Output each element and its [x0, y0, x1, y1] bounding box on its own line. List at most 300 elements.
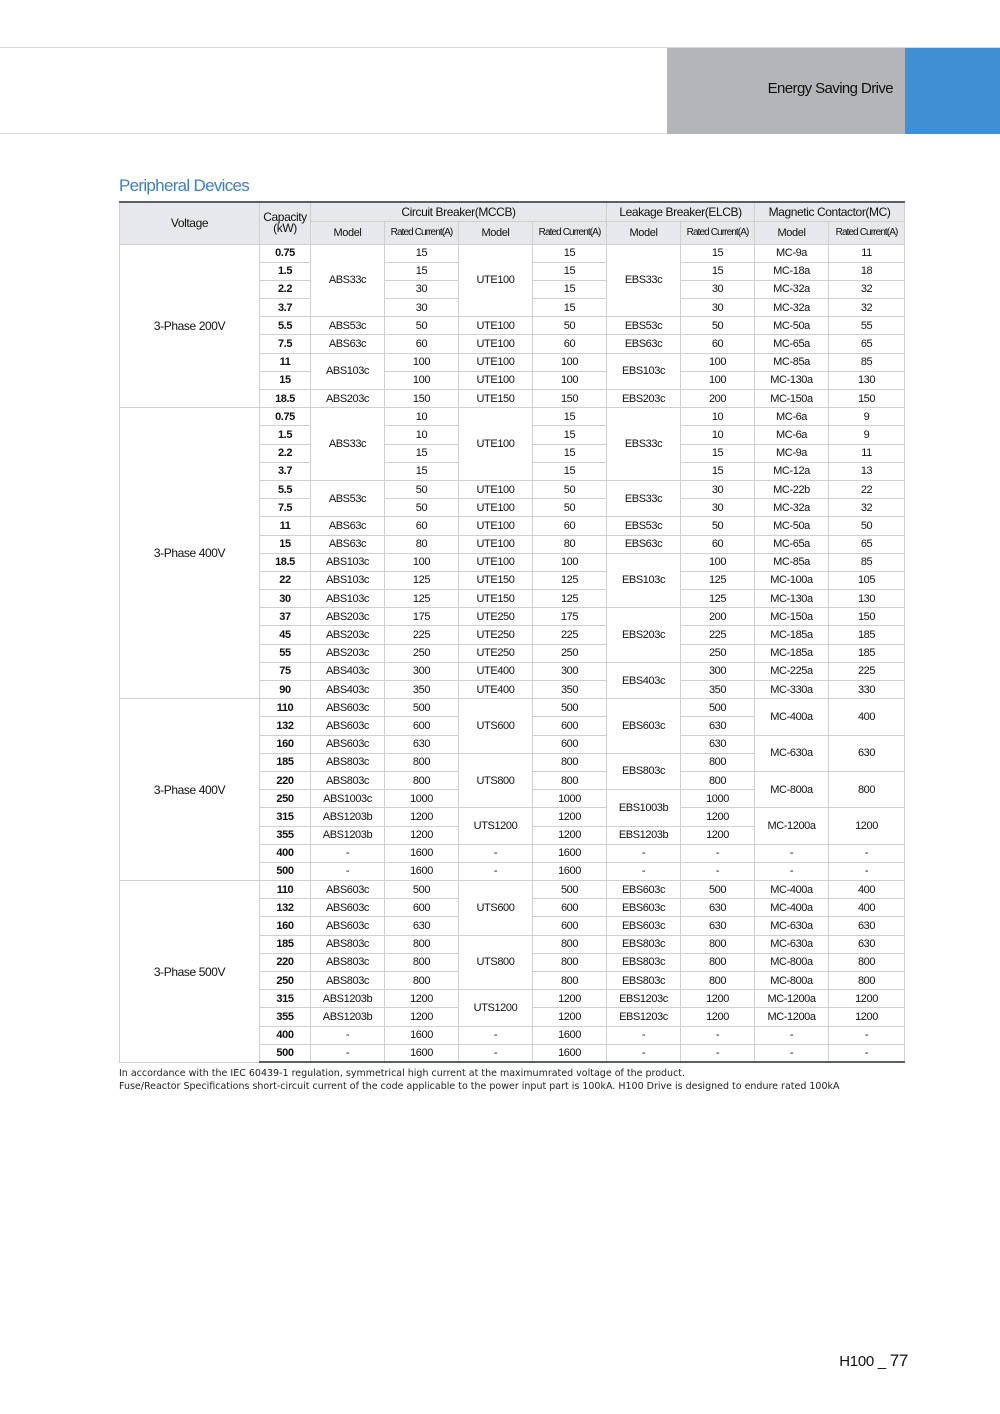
capacity-cell: 400 [260, 844, 311, 862]
mccb-rated-current-cell: 50 [385, 480, 459, 498]
voltage-group-cell: 3-Phase 200V [120, 244, 260, 408]
elcb-model-cell: - [607, 844, 681, 862]
mc-rated-current-cell: 105 [829, 571, 905, 589]
mccb-model-cell: ABS603c [311, 735, 385, 753]
elcb-rated-current-cell: 1000 [681, 790, 755, 808]
table-row [120, 244, 905, 262]
mc-model-cell: MC-150a [755, 608, 829, 626]
mccb-rated-current-cell: 1200 [385, 826, 459, 844]
mccb-rated-current-cell: 1600 [385, 1044, 459, 1062]
mc-model-cell: MC-1200a [755, 1008, 829, 1026]
table-body [120, 244, 905, 1062]
mc-rated-current-cell: 800 [829, 953, 905, 971]
capacity-cell: 185 [260, 753, 311, 771]
elcb-rated-current-cell: 1200 [681, 1008, 755, 1026]
note-line: In accordance with the IEC 60439-1 regulation, symmetrical high current at the maximumrated voltage of the product. [119, 1068, 686, 1079]
capacity-cell: 75 [260, 662, 311, 680]
mccb-model-cell: ABS803c [311, 935, 385, 953]
mccb-rated-current-2-cell: 600 [533, 717, 607, 735]
elcb-rated-current-cell: 200 [681, 608, 755, 626]
mccb-model-cell: ABS63c [311, 517, 385, 535]
mccb-model-cell: ABS803c [311, 972, 385, 990]
elcb-model-cell: EBS63c [607, 535, 681, 553]
capacity-cell: 1.5 [260, 262, 311, 280]
mccb-rated-current-2-cell: 1200 [533, 990, 607, 1008]
mc-model-cell: MC-1200a [755, 808, 829, 844]
elcb-model-cell: EBS33c [607, 480, 681, 516]
mccb-model-2-cell: UTE250 [459, 644, 533, 662]
elcb-rated-current-cell: 1200 [681, 808, 755, 826]
mccb-rated-current-cell: 1000 [385, 790, 459, 808]
mccb-model-cell: ABS603c [311, 899, 385, 917]
mccb-model-2-cell: UTE100 [459, 335, 533, 353]
mccb-rated-current-cell: 30 [385, 299, 459, 317]
table-header-row [120, 202, 905, 221]
mc-model-cell: MC-100a [755, 571, 829, 589]
mccb-model-2-cell: UTE250 [459, 626, 533, 644]
mccb-model-cell: ABS103c [311, 353, 385, 389]
mc-rated-current-cell: - [829, 844, 905, 862]
mc-model-cell: MC-6a [755, 408, 829, 426]
capacity-cell: 30 [260, 590, 311, 608]
mccb-rated-current-cell: 15 [385, 262, 459, 280]
mc-rated-current-cell: 85 [829, 353, 905, 371]
elcb-rated-current-cell: 100 [681, 371, 755, 389]
mccb-model-2-cell: UTS600 [459, 881, 533, 936]
mccb-model-2-cell: UTE100 [459, 517, 533, 535]
elcb-model-cell: EBS1203c [607, 990, 681, 1008]
elcb-rated-current-cell: 300 [681, 662, 755, 680]
mccb-rated-current-2-cell: 100 [533, 371, 607, 389]
mccb-model-2-cell: UTE100 [459, 244, 533, 317]
mccb-model-cell: ABS803c [311, 771, 385, 789]
mc-model-cell: MC-400a [755, 881, 829, 899]
elcb-rated-current-cell: - [681, 862, 755, 880]
mccb-rated-current-2-cell: 15 [533, 462, 607, 480]
elcb-model-cell: EBS603c [607, 699, 681, 754]
mccb-rated-current-cell: 10 [385, 426, 459, 444]
mc-rated-current-cell: 800 [829, 771, 905, 807]
elcb-model-cell: EBS53c [607, 317, 681, 335]
mc-model-cell: MC-32a [755, 299, 829, 317]
mccb-model-cell: ABS803c [311, 953, 385, 971]
mc-rated-current-cell: 185 [829, 626, 905, 644]
mccb-model-2-cell: UTE100 [459, 499, 533, 517]
mccb-model-cell: - [311, 844, 385, 862]
elcb-rated-current-cell: 125 [681, 571, 755, 589]
mc-rated-current-cell: 13 [829, 462, 905, 480]
header-mccb-rated-current-2: Rated Current(A) [533, 221, 607, 244]
mccb-model-2-cell: UTE150 [459, 390, 533, 408]
mc-rated-current-cell: 18 [829, 262, 905, 280]
capacity-cell: 3.7 [260, 299, 311, 317]
mccb-rated-current-cell: 630 [385, 917, 459, 935]
capacity-cell: 110 [260, 881, 311, 899]
elcb-model-cell: EBS803c [607, 935, 681, 953]
mccb-rated-current-2-cell: 80 [533, 535, 607, 553]
elcb-rated-current-cell: - [681, 1044, 755, 1062]
mc-rated-current-cell: 50 [829, 517, 905, 535]
mccb-rated-current-2-cell: 15 [533, 299, 607, 317]
capacity-cell: 2.2 [260, 280, 311, 298]
mccb-rated-current-2-cell: 500 [533, 699, 607, 717]
capacity-cell: 315 [260, 808, 311, 826]
elcb-model-cell: EBS203c [607, 390, 681, 408]
mccb-model-cell: ABS203c [311, 644, 385, 662]
mccb-rated-current-2-cell: 50 [533, 499, 607, 517]
mccb-rated-current-2-cell: 125 [533, 571, 607, 589]
mc-rated-current-cell: 1200 [829, 1008, 905, 1026]
mccb-rated-current-2-cell: 15 [533, 262, 607, 280]
capacity-cell: 220 [260, 771, 311, 789]
mccb-rated-current-2-cell: 150 [533, 390, 607, 408]
mccb-model-2-cell: UTE100 [459, 480, 533, 498]
elcb-model-cell: - [607, 1044, 681, 1062]
mc-rated-current-cell: 32 [829, 280, 905, 298]
elcb-rated-current-cell: 350 [681, 681, 755, 699]
capacity-cell: 18.5 [260, 390, 311, 408]
mc-rated-current-cell: 630 [829, 735, 905, 771]
mccb-model-cell: ABS603c [311, 699, 385, 717]
header-bottom-rule [0, 133, 667, 134]
elcb-model-cell: EBS603c [607, 881, 681, 899]
capacity-cell: 15 [260, 535, 311, 553]
mccb-model-cell: ABS1203b [311, 990, 385, 1008]
elcb-model-cell: EBS103c [607, 553, 681, 608]
note-line: Fuse/Reactor Specifications short-circuit current of the code applicable to the power input part is 100kA. H100 Drive is designed to endure rated 100kA [119, 1081, 840, 1092]
mccb-model-2-cell: UTE400 [459, 662, 533, 680]
capacity-cell: 11 [260, 353, 311, 371]
elcb-rated-current-cell: 15 [681, 444, 755, 462]
capacity-cell: 55 [260, 644, 311, 662]
capacity-cell: 132 [260, 899, 311, 917]
capacity-cell: 500 [260, 862, 311, 880]
elcb-rated-current-cell: 630 [681, 899, 755, 917]
elcb-rated-current-cell: 1200 [681, 990, 755, 1008]
mccb-rated-current-cell: 60 [385, 335, 459, 353]
capacity-cell: 3.7 [260, 462, 311, 480]
mc-model-cell: MC-32a [755, 499, 829, 517]
mccb-rated-current-2-cell: 100 [533, 553, 607, 571]
capacity-cell: 37 [260, 608, 311, 626]
voltage-group-cell: 3-Phase 400V [120, 408, 260, 699]
elcb-model-cell: EBS803c [607, 753, 681, 789]
elcb-rated-current-cell: 30 [681, 280, 755, 298]
mccb-rated-current-cell: 800 [385, 972, 459, 990]
mccb-model-cell: ABS53c [311, 480, 385, 516]
mc-model-cell: MC-85a [755, 353, 829, 371]
mc-rated-current-cell: 330 [829, 681, 905, 699]
elcb-rated-current-cell: 800 [681, 972, 755, 990]
elcb-model-cell: EBS1203b [607, 826, 681, 844]
header-mccb-model: Model [311, 221, 385, 244]
mc-rated-current-cell: 400 [829, 881, 905, 899]
capacity-cell: 400 [260, 1026, 311, 1044]
elcb-rated-current-cell: 800 [681, 753, 755, 771]
mc-rated-current-cell: 9 [829, 426, 905, 444]
mccb-model-cell: - [311, 1044, 385, 1062]
mccb-model-cell: ABS203c [311, 626, 385, 644]
mccb-rated-current-cell: 800 [385, 953, 459, 971]
mccb-model-2-cell: UTE100 [459, 535, 533, 553]
mccb-model-cell: ABS603c [311, 917, 385, 935]
mccb-rated-current-2-cell: 1600 [533, 1044, 607, 1062]
mccb-rated-current-2-cell: 500 [533, 881, 607, 899]
mccb-model-cell: ABS403c [311, 681, 385, 699]
mc-rated-current-cell: 32 [829, 499, 905, 517]
mccb-rated-current-cell: 1600 [385, 1026, 459, 1044]
elcb-rated-current-cell: - [681, 1026, 755, 1044]
mccb-rated-current-2-cell: 1200 [533, 808, 607, 826]
elcb-rated-current-cell: 50 [681, 517, 755, 535]
mccb-rated-current-2-cell: 600 [533, 735, 607, 753]
mccb-model-cell: ABS1203b [311, 1008, 385, 1026]
mc-model-cell: - [755, 1026, 829, 1044]
mc-model-cell: MC-85a [755, 553, 829, 571]
header-mc-rated-current: Rated Current(A) [829, 221, 905, 244]
capacity-cell: 7.5 [260, 499, 311, 517]
mccb-rated-current-2-cell: 800 [533, 753, 607, 771]
capacity-cell: 355 [260, 1008, 311, 1026]
elcb-model-cell: EBS203c [607, 608, 681, 663]
mccb-model-cell: ABS603c [311, 717, 385, 735]
capacity-cell: 250 [260, 790, 311, 808]
mc-rated-current-cell: 11 [829, 244, 905, 262]
mc-rated-current-cell: 55 [829, 317, 905, 335]
mccb-rated-current-cell: 125 [385, 571, 459, 589]
mccb-rated-current-cell: 250 [385, 644, 459, 662]
mc-rated-current-cell: - [829, 862, 905, 880]
mc-rated-current-cell: 630 [829, 935, 905, 953]
mccb-rated-current-2-cell: 300 [533, 662, 607, 680]
mccb-model-2-cell: UTE250 [459, 608, 533, 626]
mc-rated-current-cell: 1200 [829, 990, 905, 1008]
mccb-model-cell: ABS1203b [311, 826, 385, 844]
mc-rated-current-cell: 130 [829, 590, 905, 608]
elcb-model-cell: EBS603c [607, 899, 681, 917]
elcb-rated-current-cell: 15 [681, 262, 755, 280]
mc-rated-current-cell: 150 [829, 608, 905, 626]
capacity-cell: 22 [260, 571, 311, 589]
elcb-rated-current-cell: 50 [681, 317, 755, 335]
header-circuit-breaker: Circuit Breaker(MCCB) [311, 202, 607, 221]
mccb-rated-current-cell: 60 [385, 517, 459, 535]
mc-model-cell: MC-800a [755, 953, 829, 971]
mc-model-cell: MC-50a [755, 517, 829, 535]
voltage-group-cell: 3-Phase 400V [120, 699, 260, 881]
header-magnetic-contactor: Magnetic Contactor(MC) [755, 202, 905, 221]
mccb-model-cell: ABS33c [311, 408, 385, 481]
elcb-rated-current-cell: 630 [681, 917, 755, 935]
mccb-model-2-cell: UTS1200 [459, 990, 533, 1026]
mccb-rated-current-2-cell: 800 [533, 771, 607, 789]
mccb-rated-current-2-cell: 225 [533, 626, 607, 644]
mc-model-cell: MC-150a [755, 390, 829, 408]
mccb-model-2-cell: - [459, 844, 533, 862]
mc-model-cell: MC-400a [755, 899, 829, 917]
mccb-rated-current-2-cell: 250 [533, 644, 607, 662]
notes [119, 1067, 840, 1093]
header-title: Energy Saving Drive [767, 80, 893, 97]
mccb-model-2-cell: UTS600 [459, 699, 533, 754]
mccb-model-cell: ABS603c [311, 881, 385, 899]
mc-rated-current-cell: - [829, 1026, 905, 1044]
mccb-rated-current-cell: 150 [385, 390, 459, 408]
mccb-rated-current-cell: 600 [385, 899, 459, 917]
mccb-model-cell: - [311, 862, 385, 880]
mccb-model-2-cell: - [459, 1026, 533, 1044]
mccb-rated-current-2-cell: 350 [533, 681, 607, 699]
mccb-rated-current-2-cell: 15 [533, 426, 607, 444]
mc-rated-current-cell: 630 [829, 917, 905, 935]
mccb-model-cell: ABS203c [311, 390, 385, 408]
mc-model-cell: MC-630a [755, 917, 829, 935]
elcb-rated-current-cell: - [681, 844, 755, 862]
elcb-rated-current-cell: 630 [681, 735, 755, 753]
mccb-rated-current-cell: 600 [385, 717, 459, 735]
elcb-rated-current-cell: 100 [681, 353, 755, 371]
capacity-cell: 132 [260, 717, 311, 735]
mccb-rated-current-2-cell: 1600 [533, 862, 607, 880]
mc-model-cell: MC-400a [755, 699, 829, 735]
elcb-rated-current-cell: 30 [681, 499, 755, 517]
mccb-rated-current-cell: 500 [385, 881, 459, 899]
mc-model-cell: MC-630a [755, 735, 829, 771]
elcb-rated-current-cell: 60 [681, 335, 755, 353]
mc-model-cell: MC-32a [755, 280, 829, 298]
mccb-rated-current-cell: 100 [385, 553, 459, 571]
capacity-cell: 15 [260, 371, 311, 389]
mc-model-cell: MC-800a [755, 771, 829, 807]
mc-rated-current-cell: 1200 [829, 808, 905, 844]
mccb-rated-current-cell: 300 [385, 662, 459, 680]
mccb-rated-current-cell: 1600 [385, 862, 459, 880]
mc-model-cell: - [755, 862, 829, 880]
capacity-cell: 500 [260, 1044, 311, 1062]
mccb-rated-current-2-cell: 600 [533, 917, 607, 935]
mccb-model-cell: ABS63c [311, 535, 385, 553]
mccb-model-cell: ABS103c [311, 571, 385, 589]
mc-model-cell: MC-50a [755, 317, 829, 335]
mc-model-cell: MC-185a [755, 626, 829, 644]
mccb-model-2-cell: UTE100 [459, 317, 533, 335]
mccb-model-cell: ABS1203b [311, 808, 385, 826]
mccb-model-2-cell: UTE150 [459, 571, 533, 589]
mccb-model-2-cell: UTS800 [459, 935, 533, 990]
elcb-model-cell: EBS803c [607, 953, 681, 971]
header-mccb-model-2: Model [459, 221, 533, 244]
capacity-cell: 5.5 [260, 317, 311, 335]
mccb-rated-current-2-cell: 800 [533, 953, 607, 971]
elcb-rated-current-cell: 1200 [681, 826, 755, 844]
header-elcb-model: Model [607, 221, 681, 244]
elcb-rated-current-cell: 30 [681, 480, 755, 498]
capacity-cell: 160 [260, 735, 311, 753]
mccb-model-2-cell: UTE100 [459, 371, 533, 389]
mccb-model-cell: ABS1003c [311, 790, 385, 808]
mccb-rated-current-cell: 100 [385, 371, 459, 389]
header-blue-block [905, 48, 1000, 134]
mccb-rated-current-cell: 350 [385, 681, 459, 699]
header-voltage: Voltage [120, 202, 260, 244]
capacity-cell: 250 [260, 972, 311, 990]
mc-model-cell: MC-9a [755, 244, 829, 262]
mc-model-cell: MC-6a [755, 426, 829, 444]
mccb-rated-current-2-cell: 1200 [533, 1008, 607, 1026]
capacity-cell: 315 [260, 990, 311, 1008]
mccb-rated-current-2-cell: 800 [533, 935, 607, 953]
mc-rated-current-cell: 65 [829, 335, 905, 353]
elcb-rated-current-cell: 630 [681, 717, 755, 735]
capacity-cell: 220 [260, 953, 311, 971]
section-title: Peripheral Devices [119, 176, 250, 195]
mc-model-cell: MC-185a [755, 644, 829, 662]
mccb-model-cell: ABS33c [311, 244, 385, 317]
mccb-rated-current-cell: 15 [385, 462, 459, 480]
peripheral-devices-table [119, 201, 905, 1063]
mccb-rated-current-cell: 30 [385, 280, 459, 298]
header-leakage-breaker: Leakage Breaker(ELCB) [607, 202, 755, 221]
mc-rated-current-cell: 400 [829, 699, 905, 735]
mccb-rated-current-cell: 100 [385, 353, 459, 371]
mccb-rated-current-2-cell: 1200 [533, 826, 607, 844]
mccb-rated-current-cell: 10 [385, 408, 459, 426]
elcb-model-cell: EBS103c [607, 353, 681, 389]
mccb-rated-current-2-cell: 50 [533, 317, 607, 335]
page-footer [839, 1351, 908, 1371]
capacity-cell: 45 [260, 626, 311, 644]
elcb-rated-current-cell: 100 [681, 553, 755, 571]
elcb-model-cell: EBS33c [607, 244, 681, 317]
table-row [120, 699, 905, 717]
elcb-rated-current-cell: 15 [681, 244, 755, 262]
mccb-model-2-cell: UTS1200 [459, 808, 533, 844]
mccb-rated-current-2-cell: 15 [533, 280, 607, 298]
elcb-rated-current-cell: 800 [681, 953, 755, 971]
elcb-model-cell: EBS403c [607, 662, 681, 698]
mc-rated-current-cell: 11 [829, 444, 905, 462]
capacity-cell: 1.5 [260, 426, 311, 444]
elcb-model-cell: EBS1203c [607, 1008, 681, 1026]
mc-model-cell: MC-800a [755, 972, 829, 990]
elcb-model-cell: - [607, 862, 681, 880]
capacity-cell: 7.5 [260, 335, 311, 353]
mc-rated-current-cell: 185 [829, 644, 905, 662]
mccb-rated-current-cell: 125 [385, 590, 459, 608]
header-mccb-rated-current: Rated Current(A) [385, 221, 459, 244]
elcb-rated-current-cell: 500 [681, 881, 755, 899]
mc-model-cell: MC-130a [755, 590, 829, 608]
header-mc-model: Model [755, 221, 829, 244]
mc-rated-current-cell: 400 [829, 899, 905, 917]
mc-model-cell: MC-65a [755, 535, 829, 553]
mc-model-cell: MC-65a [755, 335, 829, 353]
mccb-rated-current-2-cell: 125 [533, 590, 607, 608]
mccb-rated-current-cell: 800 [385, 935, 459, 953]
mccb-rated-current-2-cell: 60 [533, 517, 607, 535]
mccb-rated-current-cell: 175 [385, 608, 459, 626]
capacity-cell: 0.75 [260, 408, 311, 426]
mccb-rated-current-2-cell: 800 [533, 972, 607, 990]
mccb-rated-current-2-cell: 1600 [533, 844, 607, 862]
mccb-model-2-cell: UTE100 [459, 408, 533, 481]
mc-rated-current-cell: 800 [829, 972, 905, 990]
mc-model-cell: MC-22b [755, 480, 829, 498]
mc-rated-current-cell: 32 [829, 299, 905, 317]
mccb-model-cell: ABS103c [311, 590, 385, 608]
mc-rated-current-cell: 22 [829, 480, 905, 498]
mc-model-cell: MC-9a [755, 444, 829, 462]
